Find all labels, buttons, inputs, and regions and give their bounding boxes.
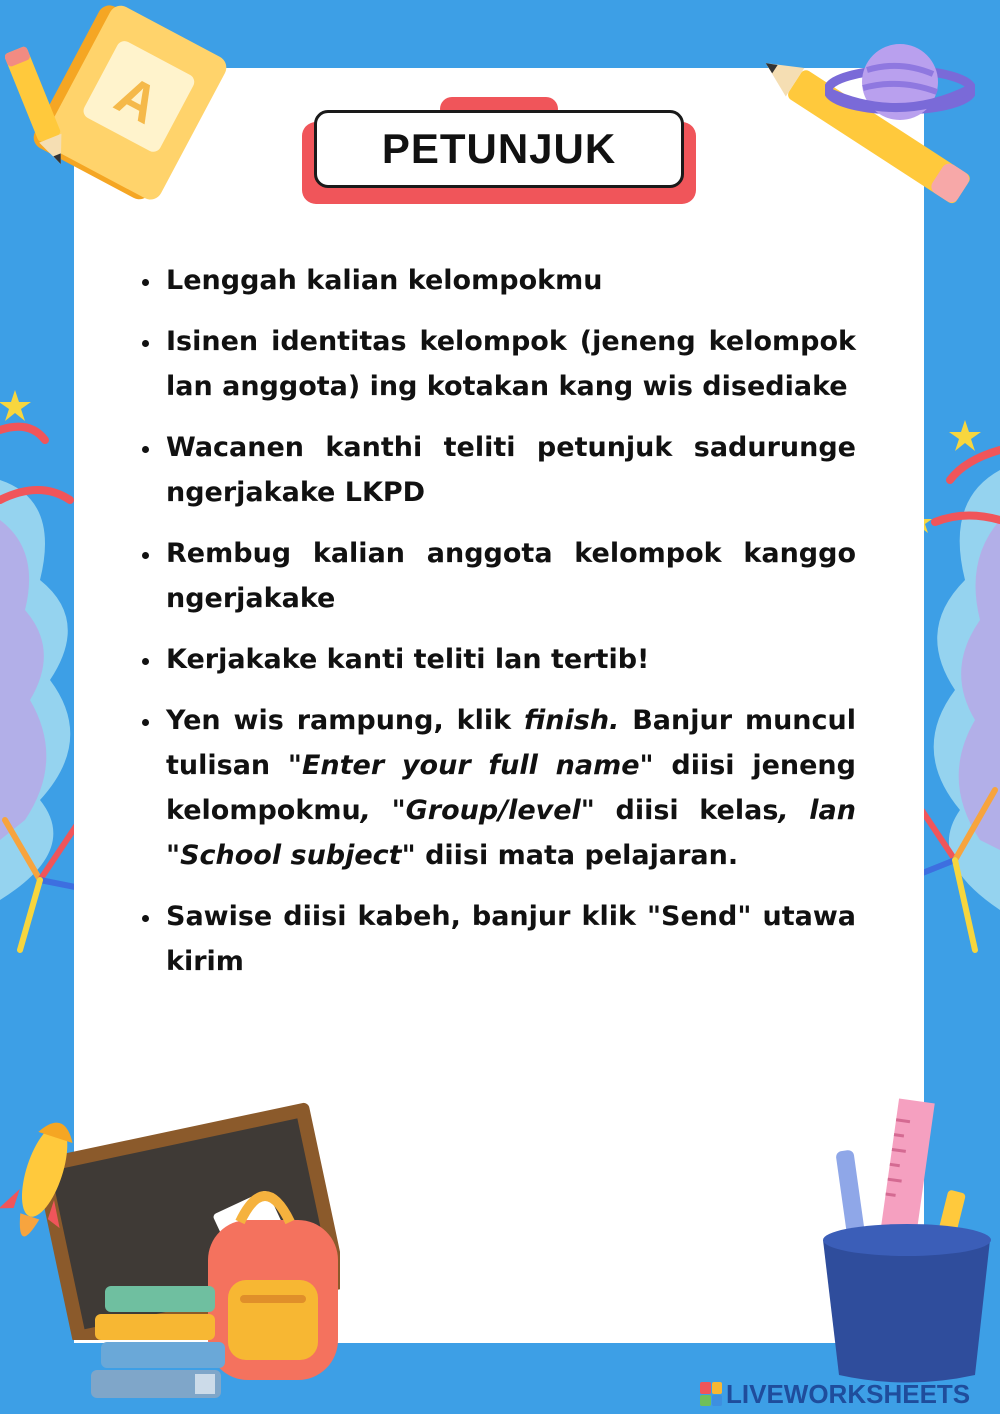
books-stack-icon — [85, 1280, 235, 1410]
rocket-icon — [0, 1110, 80, 1260]
instruction-text: Rembug kalian anggota kelompok kanggo ngerjakake — [166, 538, 856, 614]
page-title: PETUNJUK — [381, 125, 617, 172]
instruction-text: , lan "School subject" — [166, 795, 856, 871]
instruction-text: Banjur muncul tulisan — [166, 705, 857, 781]
liveworksheets-brand — [700, 1378, 970, 1410]
instruction-text: Isinen identitas kelompok (jeneng kelompok lan anggota) ing kotakan kang wis disediake — [166, 326, 856, 402]
instruction-item — [140, 531, 856, 621]
instruction-item — [140, 319, 856, 409]
brand-text: LIVEWORKSHEETS — [726, 1378, 971, 1409]
instruction-text: Sawise diisi kabeh, banjur klik "Send" utawa kirim — [166, 901, 856, 977]
instruction-item — [140, 637, 856, 682]
instruction-text: Wacanen kanthi teliti petunjuk sadurunge ngerjakake LKPD — [166, 432, 856, 508]
instruction-item — [140, 258, 856, 303]
instruction-text: Yen wis rampung, klik — [166, 705, 525, 736]
planet-icon — [825, 30, 975, 140]
instruction-item — [140, 425, 856, 515]
svg-text:A: A — [105, 64, 169, 136]
instruction-list — [140, 258, 856, 1000]
instruction-text: finish. — [524, 705, 620, 736]
pencil-cup-icon — [815, 1090, 1000, 1390]
instruction-text: diisi kelas — [594, 795, 779, 826]
instruction-text: "Enter your full name" — [287, 750, 654, 781]
instruction-text: diisi mata pelajaran. — [415, 840, 739, 871]
liveworksheets-logo-icon — [700, 1382, 722, 1406]
instruction-text: Kerjakake kanti teliti lan tertib! — [166, 644, 650, 675]
instruction-text: Lenggah kalian kelompokmu — [166, 265, 603, 296]
title-box — [314, 110, 684, 188]
instruction-text: , "Group/level" — [360, 795, 595, 826]
instruction-text: diisi jeneng kelompokmu — [166, 750, 856, 826]
instruction-item — [140, 698, 856, 878]
pencil-icon — [5, 40, 75, 180]
instruction-item — [140, 894, 856, 984]
